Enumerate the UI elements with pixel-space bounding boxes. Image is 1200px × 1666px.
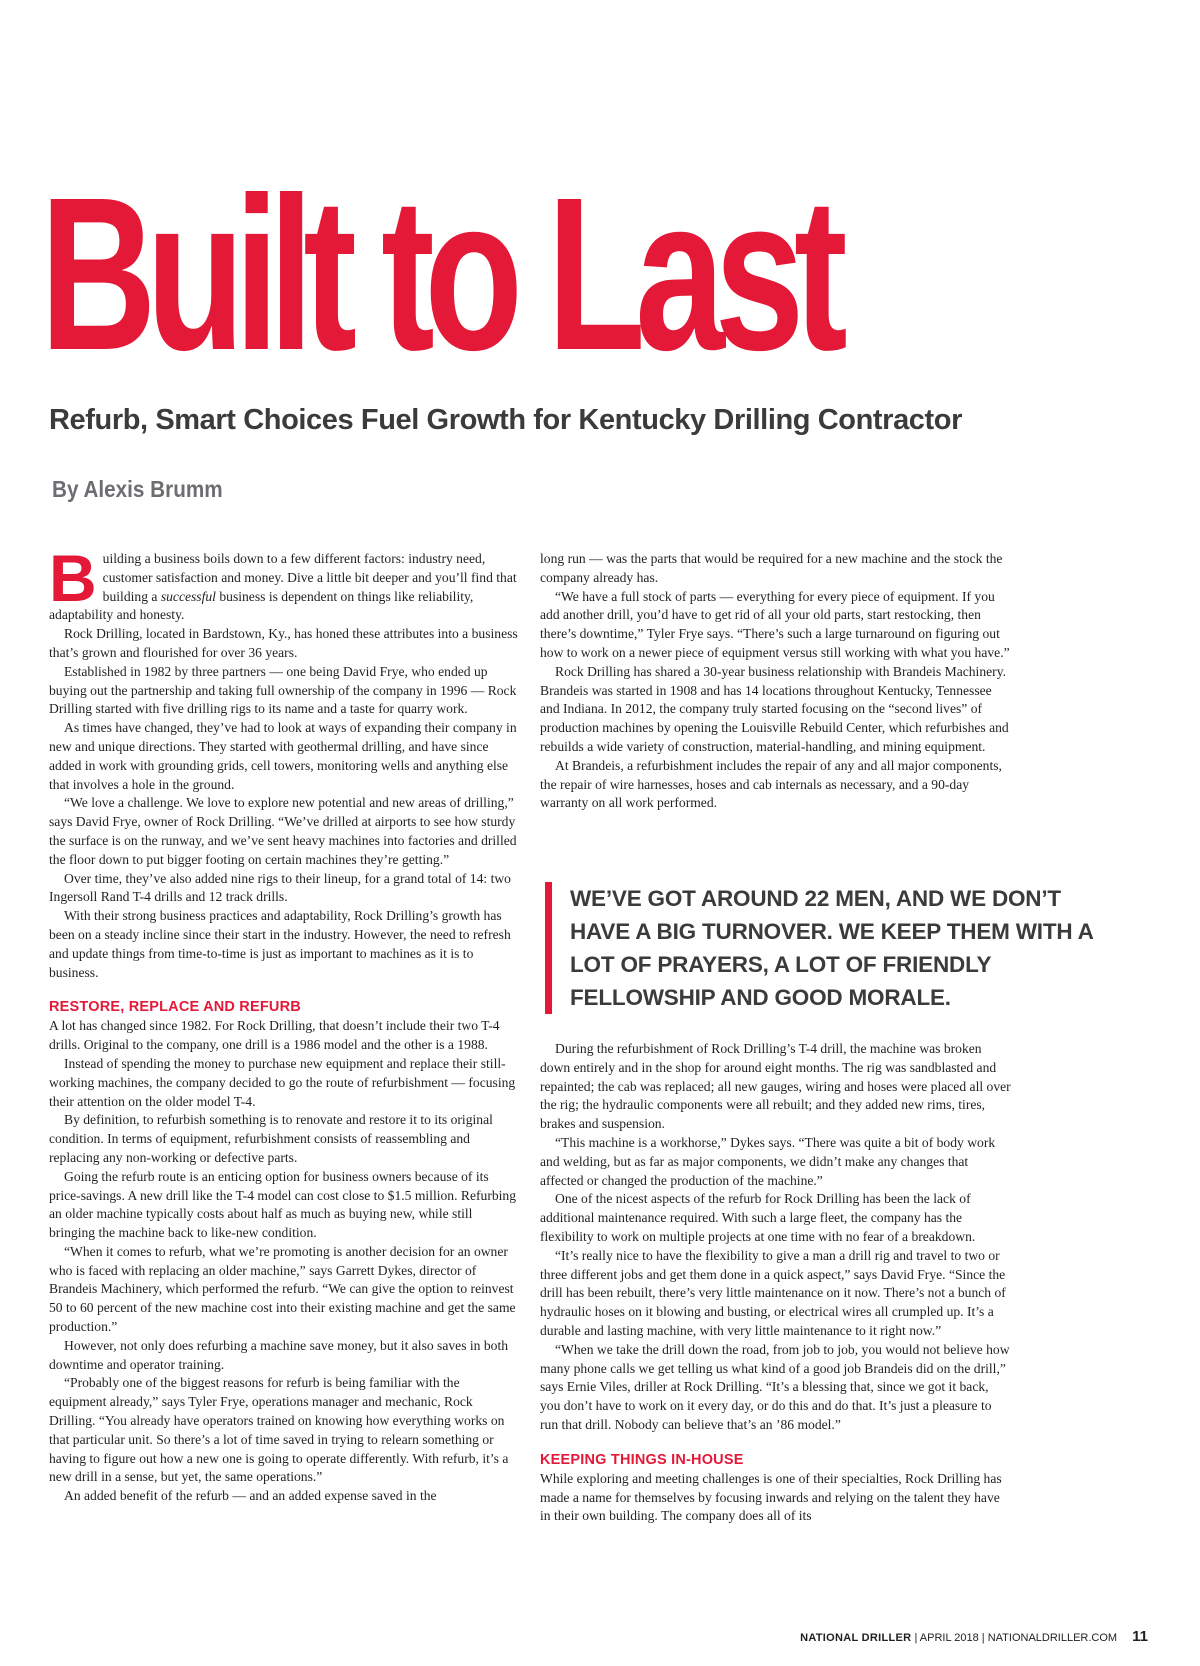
byline: By Alexis Brumm (52, 476, 223, 502)
page-number: 11 (1132, 1628, 1148, 1645)
body-paragraph: A lot has changed since 1982. For Rock Drilling, that doesn’t include their two T-4 drills. Original to the company, one drill is a 1986 model and the other is a 1988. (49, 1018, 500, 1053)
footer-separator: | (981, 1632, 985, 1644)
website-url: NATIONALDRILLER.COM (987, 1632, 1118, 1644)
body-paragraph: “We love a challenge. We love to explore new potential and new areas of drilling,” says David Frye, owner of Rock Drilling. “We’ve drilled at airports to see how sturdy the surface is on the runway, and we’ve sent heavy machines into factories and drilled the floor down to put bigger footing on certain machines they’re getting.” (49, 795, 517, 867)
body-paragraph: By definition, to refurbish something is to renovate and restore it to its original condition. In terms of equipment, refurbishment consists of reassembling and replacing any non-working or defective parts. (49, 1112, 493, 1165)
magazine-name: NATIONAL DRILLER (800, 1632, 912, 1644)
body-paragraph: At Brandeis, a refurbishment includes the repair of any and all major components, the repair of wire harnesses, hoses and cab internals as necessary, and a 90-day warranty on all work performed. (540, 757, 1002, 811)
drop-cap: B (49, 541, 97, 615)
subheadline: Refurb, Smart Choices Fuel Growth for Kentucky Drilling Contractor (49, 404, 962, 436)
body-paragraph: “We have a full stock of parts — everything for every piece of equipment. If you add another drill, you’d have to get rid of all your old parts, start restocking, then there’s downtime,” Tyler Frye says. “There’s such a large turnaround on figuring out how to work on a newer piece of equipment versus still working with what you have.” (540, 588, 1010, 660)
body-paragraph: Established in 1982 by three partners — one being David Frye, who ended up buying out the partnership and taking full ownership of the company in 1996 — Rock Drilling started with five drilling rigs to its name and a taste for quarry work. (49, 663, 517, 717)
left-column (49, 541, 519, 1506)
headline: Built to Last (40, 153, 838, 396)
body-paragraph: One of the nicest aspects of the refurb for Rock Drilling has been the lack of additional maintenance required. With such a large fleet, the company has the flexibility to work on multiple projects at one time with no fear of a breakdown. (540, 1191, 976, 1244)
body-paragraph: Over time, they’ve also added nine rigs to their lineup, for a grand total of 14: two Ingersoll Rand T-4 drills and 12 track drills. (49, 870, 511, 905)
body-paragraph: Rock Drilling has shared a 30-year business relationship with Brandeis Machinery. Brandeis was started in 1908 and has 14 locations throughout Kentucky, Tennessee and Indiana. In 2012, the company truly started focusing on the “second lives” of production machines by opening the Louisville Rebuild Center, which refurbishes and rebuilds a wide variety of construction, material-handling, and mining equipment. (540, 663, 1009, 754)
section-heading: RESTORE, REPLACE AND REFURB (49, 999, 301, 1016)
body-paragraph: However, not only does refurbing a machine save money, but it also saves in both downtime and operator training. (49, 1337, 509, 1372)
body-paragraph: “It’s really nice to have the flexibility to give a man a drill rig and travel to two or three different jobs and get them done in a quick aspect,” says David Frye. “Since the drill has been rebuilt, there’s very little maintenance on it now. There’s not a bunch of hydraulic hoses on it blowing and busting, or electrical wires all crumpled up. It’s a durable and lasting machine, with very little maintenance to it right now.” (540, 1247, 1006, 1338)
body-paragraph: “This machine is a workhorse,” Dykes says. “There was quite a bit of body work and welding, but as far as major components, we didn’t make any changes that affected or changed the production of the machine.” (540, 1134, 996, 1188)
body-paragraph: As times have changed, they’ve had to look at ways of expanding their company in new and unique directions. They started with geothermal drilling, and have since added in work with grounding grids, cell towers, monitoring wells and anything else that involves a hole in the ground. (49, 720, 517, 792)
pull-quote: WE’VE GOT AROUND 22 MEN, AND WE DON’T HAVE A BIG TURNOVER. WE KEEP THEM WITH A LOT OF PRAYERS, A LOT OF FRIENDLY FELLOWSHIP AND GOOD MORALE. (545, 882, 1125, 1014)
section-heading: KEEPING THINGS IN-HOUSE (540, 1451, 744, 1468)
body-paragraph: During the refurbishment of Rock Drilling’s T-4 drill, the machine was broken down entirely and in the shop for around eight months. The rig was sandblasted and repainted; the cab was replaced; all new gauges, wiring and hoses were placed all over the rig; the hydraulic components were all rebuilt; and they added new rims, tires, brakes and suspension. (540, 1041, 1011, 1132)
right-column-upper (540, 550, 1012, 813)
intro-emphasis: successful (160, 588, 216, 604)
intro-text: uilding a business boils down to a few different factors: industry need, customer satisfaction and money. Dive a little bit deeper and you’ll find that building a (102, 551, 517, 604)
intro-text-end: business is dependent on things like reliability, adaptability and honesty. (49, 588, 474, 623)
page-footer (800, 1628, 1148, 1645)
intro-paragraph (49, 541, 519, 625)
body-paragraph: Going the refurb route is an enticing option for business owners because of its price-savings. A new drill like the T-4 model can cost close to $1.5 million. Refurbing an older machine typically costs about half as much as buying new, while still bringing the machine back to like-new condition. (49, 1168, 517, 1241)
body-paragraph: Rock Drilling, located in Bardstown, Ky., has honed these attributes into a business that’s grown and flourished for over 36 years. (49, 626, 518, 660)
body-paragraph: With their strong business practices and adaptability, Rock Drilling’s growth has been on a steady incline since their start in the industry. However, the need to refresh and update things from time-to-time is just as important to machines as it is to business. (49, 908, 511, 980)
right-column-lower (540, 1040, 1012, 1526)
issue-date: APRIL 2018 (919, 1632, 979, 1644)
body-paragraph: “When we take the drill down the road, from job to job, you would not believe how many phone calls we get telling us what kind of a good job Brandeis did on the drill,” says Ernie Viles, driller at Rock Drilling. “It’s a blessing that, since we got it back, you don’t have to work on it every day, or do this and do that. It’s just a pleasure to run that drill. Nobody can believe that’s an ’86 model.” (540, 1341, 1010, 1432)
body-paragraph: Instead of spending the money to purchase new equipment and replace their still-working machines, the company decided to go the route of refurbishment — focusing their attention on the older model T-4. (49, 1055, 516, 1109)
body-paragraph: long run — was the parts that would be required for a new machine and the stock the company already has. (540, 551, 1003, 585)
footer-separator: | (914, 1632, 918, 1644)
body-paragraph: “Probably one of the biggest reasons for refurb is being familiar with the equipment already,” says Tyler Frye, operations manager and mechanic, Rock Drilling. “You already have operators trained on knowing how everything works on that particular unit. So there’s a lot of time saved in trying to relearn something or having to figure out how a new one is going to operate differently. With refurb, it’s a new drill in a sense, but yet, the same operations.” (49, 1375, 509, 1485)
body-paragraph: “When it comes to refurb, what we’re promoting is another decision for an owner who is faced with replacing an older machine,” says Garrett Dykes, director of Brandeis Machinery, which performed the refurb. “We can give the option to reinvest 50 to 60 percent of the new machine cost into their existing machine and get the same production.” (49, 1243, 516, 1335)
body-paragraph: An added benefit of the refurb — and an added expense saved in the (64, 1488, 437, 1504)
body-paragraph: While exploring and meeting challenges is one of their specialties, Rock Drilling has made a name for themselves by focusing inwards and relying on the talent they have in their own building. The company does all of its (540, 1470, 1002, 1524)
